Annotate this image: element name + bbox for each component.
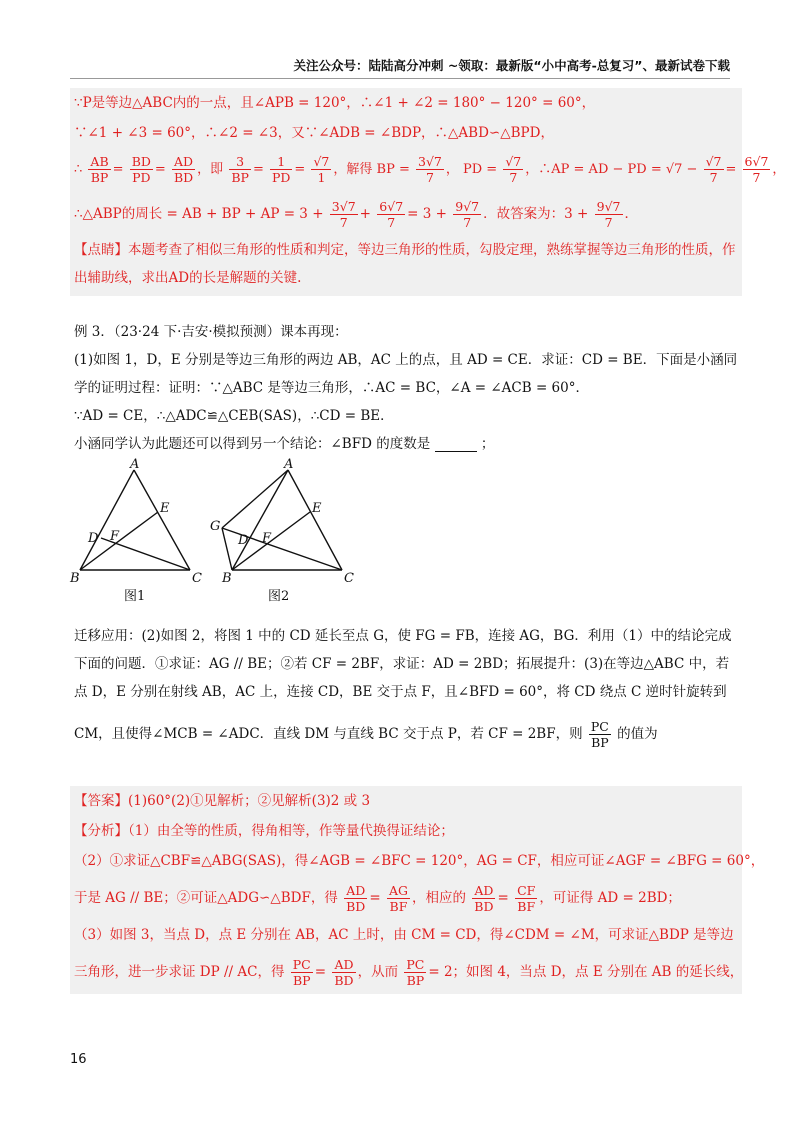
label-f1: F	[110, 529, 120, 544]
fraction: $\frac{9√7}{7}$	[596, 199, 621, 230]
fraction: $\frac{AD}{BD}$	[346, 883, 366, 914]
label-c2: C	[344, 571, 354, 586]
fraction: $\frac{AD}{BD}$	[334, 957, 354, 988]
header-divider	[70, 78, 730, 79]
example-title: 例 3．（23·24 下·吉安·模拟预测）课本再现：	[74, 324, 348, 340]
solution-block	[70, 88, 786, 296]
fraction: $\frac{√7}{7}$	[705, 154, 722, 185]
analysis-line-5: 三角形，进一步求证 DP // AC，得 $\frac{PC}{BP}$ = $\frac{AD}{BD}$ ，从而 $\frac{PC}{BP}$ = 2；如图 4，当点 D，点 E 分别在 AB 的延长线，	[74, 957, 744, 988]
answer-block	[70, 786, 765, 994]
fraction: $\frac{9√7}{7}$	[455, 199, 480, 230]
figure-2	[222, 470, 342, 570]
example-part-2-3: 迁移应用：(2)如图 2，将图 1 中的 CD 延长至点 G，使 FG = FB，连接 AG，BG．利用（1）中的结论完成下面的问题．①求证：AG // BE；②若 CF = 2BF，求证：AD = 2BD；拓展提升：(3)在等边△ABC 中，若点 D，E 分别在射线 AB，AC 上，连接 CD，BE 交于点 F，且∠BFD = 60°，将 CD 绕点 C 逆时针旋转到	[74, 628, 732, 700]
fraction: $\frac{3}{BP}$	[231, 154, 249, 185]
label-d2: D	[238, 533, 249, 548]
fraction: $\frac{AD}{BD}$	[173, 154, 194, 185]
fraction: $\frac{BD}{PD}$	[131, 154, 151, 185]
example-block	[70, 318, 742, 458]
fraction: $\frac{CF}{BF}$	[517, 883, 536, 914]
fraction: $\frac{3√7}{7}$	[418, 154, 442, 185]
example-question-line: 小涵同学认为此题还可以得到另一个结论：∠BFD 的度数是 ；	[74, 436, 495, 452]
segment-ag	[222, 470, 288, 528]
label-a2: A	[284, 457, 294, 472]
label-c1: C	[192, 571, 202, 586]
example-part-3-end: CM，且使得∠MCB = ∠ADC．直线 DM 与直线 BC 交于点 P，若 CF = 2BF，则 $\frac{PC}{BP}$ 的值为	[74, 719, 658, 750]
fraction: $\frac{AB}{BP}$	[90, 154, 109, 185]
page-number: 16	[70, 1052, 87, 1067]
fraction: $\frac{6√7}{7}$	[379, 199, 404, 230]
segment-bg	[222, 528, 232, 570]
solution-line-3: ∴ $\frac{AB}{BP}$ = $\frac{BD}{PD}$ = $\frac{AD}{BD}$ ，即 $\frac{3}{BP}$ = $\frac{1}{PD}$ = $\frac{√7}{1}$ ，解得 BP = $\frac{3√7}{7}$ ， PD = $\frac{√7}{7}$ ，∴AP = AD − PD = √7 − $\frac{√7}{7}$ = $\frac{6√7}{7}$ ，	[74, 154, 786, 185]
example-part-1: (1)如图 1，D，E 分别是等边三角形的两边 AB，AC 上的点，且 AD = CE．求证：CD = BE．下面是小涵同学的证明过程：证明：∵△ABC 是等边三角形，∴AC = BC，∠A = ∠ACB = 60°．	[74, 352, 738, 396]
analysis-line-2: （2）①求证△CBF≌△ABG(SAS)，得∠AGB = ∠BFC = 120°，AG = CF，相应可证∠AGF = ∠BFG = 60°，	[74, 853, 765, 869]
label-g2: G	[210, 519, 221, 534]
fraction: $\frac{√7}{7}$	[505, 154, 522, 185]
analysis-line-4: （3）如图 3，当点 D，点 E 分别在 AB，AC 上时，由 CM = CD，得∠CDM = ∠M，可求证△BDP 是等边	[74, 927, 734, 943]
comment-paragraph: 【点睛】本题考查了相似三角形的性质和判定，等边三角形的性质，勾股定理，熟练掌握等边三角形的性质，作出辅助线，求出AD的长是解题的关键.	[74, 242, 736, 286]
solution-line-2: ∵∠1 + ∠3 = 60°，∴∠2 = ∠3，又∵∠ADB = ∠BDP，∴△ABD∽△BPD，	[74, 125, 554, 141]
fraction: $\frac{6√7}{7}$	[744, 154, 769, 185]
figure-1	[80, 470, 190, 570]
fraction: $\frac{√7}{1}$	[313, 154, 330, 185]
label-d1: D	[88, 531, 99, 546]
label-a1: A	[130, 457, 140, 472]
analysis-line-1: 【分析】（1）由全等的性质，得角相等，作等量代换得证结论；	[74, 823, 454, 839]
page-header: 关注公众号：陆陆高分冲刺 ~领取：最新版“小中高考-总复习”、最新试卷下载	[293, 58, 730, 73]
label-b1: B	[70, 571, 80, 586]
label-b2: B	[222, 571, 232, 586]
solution-line-1: ∵P是等边△ABC内的一点，且∠APB = 120°，∴∠1 + ∠2 = 180° − 120° = 60°，	[74, 95, 596, 111]
example-continued	[70, 622, 742, 756]
geometry-figures	[70, 457, 370, 612]
fraction: $\frac{3√7}{7}$	[331, 199, 356, 230]
fraction: $\frac{1}{PD}$	[271, 154, 291, 185]
example-proof-line: ∵AD = CE，∴△ADC≌△CEB(SAS)，∴CD = BE．	[74, 408, 394, 424]
analysis-line-3: 于是 AG // BE；②可证△ADG∽△BDF，得 $\frac{AD}{BD}$ = $\frac{AG}{BF}$ ，相应的 $\frac{AD}{BD}$ = $\frac{CF}{BF}$ ，可证得 AD = 2BD；	[74, 883, 681, 914]
label-e1: E	[160, 501, 170, 516]
label-e2: E	[312, 501, 322, 516]
figure-2-caption: 图2	[268, 589, 290, 604]
answer-line: 【答案】(1)60°(2)①见解析；②见解析(3)2 或 3	[74, 793, 371, 809]
figure-1-caption: 图1	[124, 589, 146, 604]
fraction: $\frac{PC}{BP}$	[590, 719, 609, 750]
solution-line-4: ∴△ABP的周长 = AB + BP + AP = 3 + $\frac{3√7}{7}$ + $\frac{6√7}{7}$ = 3 + $\frac{9√7}{7}$ ．故答案为：3 + $\frac{9√7}{7}$ ．	[74, 199, 638, 230]
answer-blank	[435, 437, 477, 452]
fraction: $\frac{PC}{BP}$	[292, 957, 311, 988]
fraction: $\frac{AD}{BD}$	[474, 883, 494, 914]
label-f2: F	[262, 531, 272, 546]
fraction: $\frac{PC}{BP}$	[406, 957, 425, 988]
fraction: $\frac{AG}{BF}$	[388, 883, 408, 914]
